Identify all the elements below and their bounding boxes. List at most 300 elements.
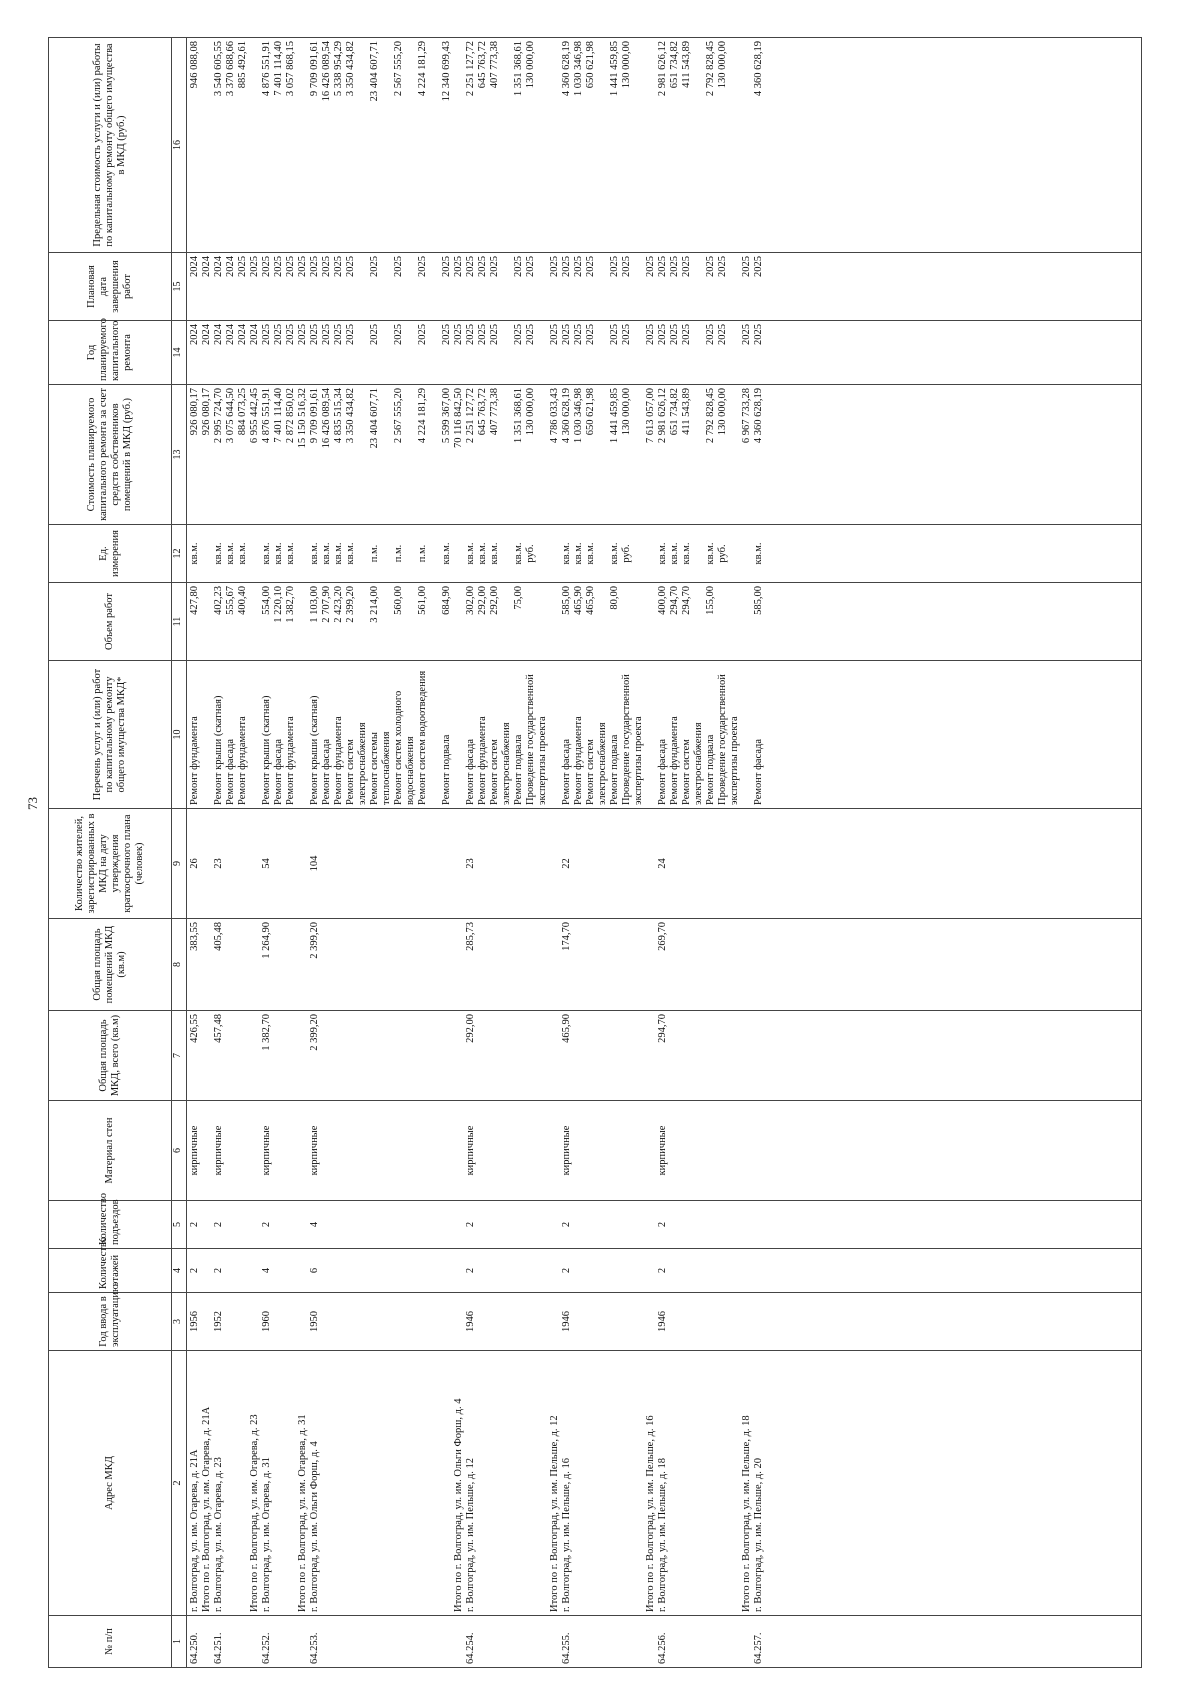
table-row-cell: Ремонт подвала xyxy=(441,734,452,805)
table-row-cell xyxy=(585,1354,609,1612)
table-row-cell: Ремонт фундамента xyxy=(237,716,248,805)
table-row-cell xyxy=(585,1619,609,1664)
table-row-cell: 2025 xyxy=(285,324,296,345)
table-row-cell: 2 xyxy=(213,1267,224,1274)
table-row-cell: 3 370 688,66 xyxy=(225,41,236,97)
column-cell-13 xyxy=(187,385,1142,525)
table-row-cell: 2 399,20 xyxy=(309,1014,320,1051)
table-row-cell: Ремонт систем электроснабжения xyxy=(489,722,513,805)
table-row-cell xyxy=(621,922,645,1007)
table-row-cell: 2 981 626,12 xyxy=(657,388,668,444)
table-row-cell: Итого по г. Волгоград, ул. им. Пельше, д. 16 xyxy=(645,1415,656,1612)
table-row-cell: кв.м. xyxy=(669,542,680,565)
table-row-cell: 1 264,90 xyxy=(261,922,272,959)
table-row-cell xyxy=(285,922,297,1007)
table-row-cell: кв.м. xyxy=(561,542,572,565)
table-row-cell xyxy=(717,1014,741,1097)
table-row-cell xyxy=(273,812,285,915)
table-row-cell xyxy=(585,922,609,1007)
table-row-cell: кв.м. xyxy=(213,542,224,565)
table-row-cell: 64.250. xyxy=(189,1632,200,1664)
table-row-cell xyxy=(297,1252,309,1289)
column-cell-4 xyxy=(187,1249,1142,1293)
table-row-cell: Ремонт подвала xyxy=(705,734,716,805)
table-row-cell: 2025 xyxy=(621,256,632,277)
table-row-cell: 3 350 434,82 xyxy=(345,388,356,444)
table-row-cell xyxy=(669,1252,681,1289)
table-row-cell: 946 088,08 xyxy=(189,41,200,89)
table-row-cell xyxy=(345,922,369,1007)
table-row-cell xyxy=(645,41,657,249)
table-row-cell: Проведение государственной экспертизы проекта xyxy=(525,671,549,805)
table-row-cell: кв.м. xyxy=(573,542,584,565)
column-header-9: Количество жителей, зарегистрированных в МКД на дату утверждения краткосрочного плана (человек) xyxy=(49,809,172,919)
table-row-cell xyxy=(273,1619,285,1664)
table-row-cell xyxy=(225,1204,237,1245)
table-row-cell: 2025 xyxy=(717,256,728,277)
table-row-cell: Ремонт фасада xyxy=(753,738,764,805)
rotated-table-frame xyxy=(48,38,1183,1668)
table-row-cell xyxy=(705,1014,717,1097)
column-number-3: 3 xyxy=(172,1293,187,1351)
table-row-cell xyxy=(237,812,249,915)
table-row-cell xyxy=(705,812,717,915)
table-row-cell: 2025 xyxy=(681,256,692,277)
table-row-cell xyxy=(345,812,369,915)
table-row-cell xyxy=(297,41,309,249)
table-row-cell xyxy=(345,1014,369,1097)
table-row-cell xyxy=(477,922,489,1007)
table-row-cell xyxy=(453,664,465,805)
table-row-cell: 400,00 xyxy=(657,586,668,615)
table-row-cell: 2025 xyxy=(465,256,476,277)
table-row-cell: Ремонт фундамента xyxy=(669,716,680,805)
table-row-cell: 1946 xyxy=(465,1311,476,1332)
table-row-cell xyxy=(681,1296,705,1347)
table-row-cell xyxy=(609,1619,621,1664)
table-row-cell xyxy=(273,922,285,1007)
table-row-cell: 2024 xyxy=(249,324,260,345)
table-row-cell xyxy=(573,922,585,1007)
table-row-cell xyxy=(585,1104,609,1197)
table-row-cell: 2 xyxy=(657,1267,668,1274)
table-row-cell: 402,23 xyxy=(213,586,224,615)
table-row-cell xyxy=(297,922,309,1007)
table-row-cell: 1 103,00 xyxy=(309,586,320,623)
table-row-cell: кв.м. xyxy=(345,542,356,565)
table-row-cell: 1956 xyxy=(189,1311,200,1332)
table-row-cell: кв.м. xyxy=(441,542,452,565)
table-row-cell: 16 426 089,54 xyxy=(321,41,332,102)
column-header-13: Стоимость планируемого капитального ремонта за счет средств собственников помещений в МКД (руб.) xyxy=(49,385,172,525)
table-row-cell: 7 401 114,40 xyxy=(273,41,284,96)
table-row-cell: 4 876 551,91 xyxy=(261,388,272,444)
table-row-cell xyxy=(393,1204,417,1245)
table-row-cell: 2025 xyxy=(489,256,500,277)
table-row-cell: 2025 xyxy=(645,324,656,345)
table-row-cell: 4 360 628,19 xyxy=(561,388,572,444)
table-row-cell xyxy=(513,1296,525,1347)
table-row-cell xyxy=(273,1014,285,1097)
table-row-cell xyxy=(369,1296,393,1347)
table-row-cell xyxy=(453,1296,465,1347)
table-row-cell xyxy=(645,812,657,915)
column-number-11: 11 xyxy=(172,583,187,661)
table-row-cell xyxy=(645,1296,657,1347)
table-row-cell xyxy=(333,1619,345,1664)
table-row-cell xyxy=(717,1104,741,1197)
table-row-cell xyxy=(321,1619,333,1664)
table-row-cell xyxy=(489,1354,513,1612)
table-row-cell xyxy=(369,812,393,915)
table-row-cell xyxy=(477,1014,489,1097)
table-row-cell: 1 351 368,61 xyxy=(513,41,524,97)
table-row-cell: 2024 xyxy=(201,324,212,345)
table-row-cell xyxy=(273,1354,285,1612)
table-row-cell: кв.м. xyxy=(273,542,284,565)
table-row-cell: 292,00 xyxy=(477,586,488,615)
table-row-cell xyxy=(285,1354,297,1612)
table-row-cell xyxy=(477,812,489,915)
table-row-cell: 2 xyxy=(213,1221,224,1228)
table-row-cell: 2025 xyxy=(573,324,584,345)
table-row-cell xyxy=(753,812,765,915)
table-row-cell: 16 426 089,54 xyxy=(321,388,332,449)
column-number-14: 14 xyxy=(172,321,187,385)
table-row-cell xyxy=(741,664,753,805)
table-row-cell: 130 000,00 xyxy=(717,388,728,436)
table-row-cell: 2 xyxy=(561,1221,572,1228)
table-row-cell xyxy=(489,812,513,915)
table-row-cell: 645 763,72 xyxy=(477,41,488,89)
table-row-cell: 294,70 xyxy=(681,586,692,615)
table-row-cell: 4 786 033,43 xyxy=(549,388,560,444)
table-row-cell xyxy=(741,1619,753,1664)
table-row-cell: 15 150 516,32 xyxy=(297,388,308,449)
table-row-cell: 5 599 367,00 xyxy=(441,388,452,444)
table-row-cell xyxy=(417,1296,441,1347)
table-row-cell: г. Волгоград, ул. им. Пельше, д. 18 xyxy=(657,1458,668,1612)
table-row-cell xyxy=(549,1104,561,1197)
table-row-cell: 64.251. xyxy=(213,1632,224,1664)
table-row-cell: 4 360 628,19 xyxy=(753,388,764,444)
table-row-cell: 650 621,98 xyxy=(585,41,596,89)
table-row-cell xyxy=(417,1619,441,1664)
table-row-cell xyxy=(753,922,765,1007)
table-row-cell: 2 xyxy=(189,1267,200,1274)
table-row-cell xyxy=(249,41,261,249)
page-number: 73 xyxy=(25,797,40,810)
table-row-cell xyxy=(717,1354,741,1612)
table-row-cell: 23 404 607,71 xyxy=(369,41,380,102)
table-row-cell: п.м. xyxy=(417,544,428,563)
table-row-cell: 2 251 127,72 xyxy=(465,41,476,97)
table-row-cell xyxy=(201,1104,213,1197)
table-row-cell xyxy=(321,922,333,1007)
column-number-5: 5 xyxy=(172,1201,187,1249)
table-row-cell xyxy=(705,1104,717,1197)
table-row-cell: 650 621,98 xyxy=(585,388,596,436)
table-row-cell: Ремонт фундамента xyxy=(285,716,296,805)
table-row-cell xyxy=(681,1204,705,1245)
table-row-cell xyxy=(741,1204,753,1245)
table-row-cell xyxy=(201,586,213,657)
table-row-cell: 2025 xyxy=(657,256,668,277)
column-number-12: 12 xyxy=(172,525,187,583)
table-row-cell xyxy=(369,1354,393,1612)
table-row-cell xyxy=(345,1619,369,1664)
table-row-cell xyxy=(549,1204,561,1245)
table-row-cell xyxy=(525,1354,549,1612)
table-row-cell xyxy=(645,1619,657,1664)
table-row-cell: 2025 xyxy=(237,256,248,277)
table-row-cell: 885 492,61 xyxy=(237,41,248,89)
column-header-8: Общая площадь помещений МКД (кв.м) xyxy=(49,919,172,1011)
table-row-cell: 4 876 551,91 xyxy=(261,41,272,97)
table-row-cell xyxy=(705,1252,717,1289)
table-row-cell xyxy=(453,812,465,915)
table-row-cell xyxy=(417,812,441,915)
table-row-cell: 292,00 xyxy=(489,586,500,615)
table-row-cell xyxy=(525,922,549,1007)
table-row-cell xyxy=(513,1619,525,1664)
table-row-cell: 9 709 091,61 xyxy=(309,388,320,444)
table-row-cell xyxy=(585,1252,609,1289)
table-row-cell: Ремонт систем электроснабжения xyxy=(345,722,369,805)
table-row-cell: 561,00 xyxy=(417,586,428,615)
table-row-cell xyxy=(441,1104,453,1197)
column-cell-2 xyxy=(187,1351,1142,1616)
column-number-1: 1 xyxy=(172,1616,187,1668)
table-row-cell xyxy=(573,812,585,915)
table-row-cell: Проведение государственной экспертизы проекта xyxy=(621,671,645,805)
column-header-1: № п/п xyxy=(49,1616,172,1668)
table-row-cell: 2025 xyxy=(561,256,572,277)
table-row-cell: 2 251 127,72 xyxy=(465,388,476,444)
table-row-cell: 3 075 644,50 xyxy=(225,388,236,444)
table-row-cell xyxy=(489,1252,513,1289)
column-number-6: 6 xyxy=(172,1101,187,1201)
table-row-cell xyxy=(549,922,561,1007)
table-row-cell xyxy=(645,664,657,805)
table-row-cell: 560,00 xyxy=(393,586,404,615)
table-row-cell: кв.м. xyxy=(681,542,692,565)
table-row-cell: 3 350 434,82 xyxy=(345,41,356,97)
table-row-cell xyxy=(681,1354,705,1612)
table-row-cell: Ремонт систем электроснабжения xyxy=(585,722,609,805)
table-row-cell: 1 030 346,98 xyxy=(573,388,584,444)
table-row-cell: 645 763,72 xyxy=(477,388,488,436)
table-row-cell: 651 734,82 xyxy=(669,388,680,436)
table-row-cell: 2025 xyxy=(477,324,488,345)
table-row-cell: 426,55 xyxy=(189,1014,200,1043)
table-row-cell: 2024 xyxy=(213,324,224,345)
table-row-cell xyxy=(609,922,621,1007)
table-row-cell: Ремонт фасада xyxy=(225,738,236,805)
table-row-cell xyxy=(753,1104,765,1197)
table-row-cell: 2025 xyxy=(273,324,284,345)
table-row-cell xyxy=(549,586,561,657)
table-row-cell: 2025 xyxy=(441,256,452,277)
table-row-cell xyxy=(225,1104,237,1197)
table-row-cell xyxy=(201,1204,213,1245)
table-row-cell: Итого по г. Волгоград, ул. им. Огарева, д. 21А xyxy=(201,1406,212,1612)
table-row-cell xyxy=(621,1252,645,1289)
table-row-cell: 2025 xyxy=(273,256,284,277)
table-row-cell xyxy=(669,1296,681,1347)
table-row-cell: 64.252. xyxy=(261,1632,272,1664)
table-row-cell: 2025 xyxy=(345,256,356,277)
column-header-2: Адрес МКД xyxy=(49,1351,172,1616)
table-row-cell xyxy=(717,1296,741,1347)
table-row-cell xyxy=(669,812,681,915)
table-row-cell: кирпичные xyxy=(189,1125,200,1176)
table-row-cell xyxy=(753,1252,765,1289)
table-row-cell: 2025 xyxy=(609,256,620,277)
table-row-cell xyxy=(525,1619,549,1664)
table-row-cell: кв.м. xyxy=(321,542,332,565)
table-row-cell: 2 xyxy=(465,1221,476,1228)
table-row-cell xyxy=(549,664,561,805)
table-row-cell: 2 423,20 xyxy=(333,586,344,623)
table-row-cell: кв.м. xyxy=(585,542,596,565)
table-row-cell: 1960 xyxy=(261,1311,272,1332)
table-row-cell: 2 567 555,20 xyxy=(393,388,404,444)
table-row-cell xyxy=(297,1296,309,1347)
table-row-cell xyxy=(525,1252,549,1289)
table-row-cell xyxy=(345,1104,369,1197)
table-row-cell: Итого по г. Волгоград, ул. им. Огарева, д. 23 xyxy=(249,1414,260,1612)
table-row-cell: кирпичные xyxy=(657,1125,668,1176)
table-row-cell: 427,80 xyxy=(189,586,200,615)
table-row-cell xyxy=(477,1104,489,1197)
column-header-11: Объем работ xyxy=(49,583,172,661)
table-row-cell xyxy=(333,922,345,1007)
table-row-cell xyxy=(741,1252,753,1289)
table-row-cell: 2 792 828,45 xyxy=(705,41,716,97)
table-row-cell: 405,48 xyxy=(213,922,224,951)
table-row-cell: 75,00 xyxy=(513,586,524,610)
table-row-cell: 64.253. xyxy=(309,1632,320,1664)
table-row-cell: 2025 xyxy=(393,256,404,277)
table-row-cell: руб. xyxy=(525,544,536,563)
table-row-cell xyxy=(237,1014,249,1097)
table-row-cell: кв.м. xyxy=(609,542,620,565)
table-row-cell: 555,67 xyxy=(225,586,236,615)
table-row-cell xyxy=(753,1204,765,1245)
table-row-cell: 2025 xyxy=(309,256,320,277)
table-row-cell xyxy=(225,1354,237,1612)
table-row-cell: 26 xyxy=(189,858,200,869)
column-header-3: Год ввода в эксплуатацию xyxy=(49,1293,172,1351)
table-row-cell xyxy=(645,1014,657,1097)
column-number-row xyxy=(172,38,187,1668)
table-row-cell xyxy=(741,812,753,915)
table-row-cell: г. Волгоград, ул. им. Пельше, д. 20 xyxy=(753,1458,764,1612)
column-header-14: Год планируемого капитального ремонта xyxy=(49,321,172,385)
table-row-cell xyxy=(741,41,753,249)
table-row-cell: кирпичные xyxy=(309,1125,320,1176)
table-row-cell: 2025 xyxy=(513,324,524,345)
table-row-cell: 4 xyxy=(309,1221,320,1228)
table-row-cell xyxy=(549,1252,561,1289)
table-row-cell xyxy=(285,1252,297,1289)
table-row-cell xyxy=(549,1296,561,1347)
table-row-cell: 174,70 xyxy=(561,922,572,951)
table-row-cell xyxy=(441,812,453,915)
table-row-cell: Ремонт фасада xyxy=(657,738,668,805)
table-row-cell: 4 360 628,19 xyxy=(561,41,572,97)
table-row-cell xyxy=(201,1014,213,1097)
table-row-cell xyxy=(273,1104,285,1197)
table-row-cell: 465,90 xyxy=(585,586,596,615)
table-row-cell: 2025 xyxy=(717,324,728,345)
table-row-cell: 7 401 114,40 xyxy=(273,388,284,443)
table-row-cell xyxy=(585,1014,609,1097)
table-row-cell xyxy=(621,1354,645,1612)
table-row-cell xyxy=(525,1104,549,1197)
table-row-cell: 2025 xyxy=(705,256,716,277)
column-cell-3 xyxy=(187,1293,1142,1351)
table-row-cell: 2025 xyxy=(285,256,296,277)
table-row-cell xyxy=(333,1296,345,1347)
table-row-cell: кирпичные xyxy=(213,1125,224,1176)
table-row-cell: 292,00 xyxy=(465,1014,476,1043)
table-row-cell xyxy=(285,1619,297,1664)
table-row-cell: Итого по г. Волгоград, ул. им. Пельше, д. 18 xyxy=(741,1415,752,1612)
table-row-cell xyxy=(621,586,645,657)
table-row-cell: 1 382,70 xyxy=(261,1014,272,1051)
table-row-cell xyxy=(201,41,213,249)
table-row-cell xyxy=(321,1104,333,1197)
table-row-cell xyxy=(393,812,417,915)
table-row-cell: 64.256. xyxy=(657,1632,668,1664)
table-row-cell xyxy=(297,1619,309,1664)
table-row-cell: кв.м. xyxy=(753,542,764,565)
table-row-cell: кв.м. xyxy=(477,542,488,565)
table-row-cell xyxy=(297,812,309,915)
table-row-cell xyxy=(297,1014,309,1097)
table-row-cell: 7 613 057,00 xyxy=(645,388,656,444)
table-row-cell xyxy=(297,586,309,657)
table-row-cell: 130 000,00 xyxy=(525,41,536,89)
column-number-8: 8 xyxy=(172,919,187,1011)
table-row-cell: 2 707,90 xyxy=(321,586,332,623)
table-row-cell: 400,40 xyxy=(237,586,248,615)
table-row-cell xyxy=(345,1296,369,1347)
table-row-cell: 2 792 828,45 xyxy=(705,388,716,444)
table-row-cell xyxy=(669,1619,681,1664)
table-row-cell xyxy=(669,1354,681,1612)
table-row-cell: 1946 xyxy=(561,1311,572,1332)
table-row-cell xyxy=(573,1104,585,1197)
table-row-cell: 12 340 699,43 xyxy=(441,41,452,102)
table-row-cell: 2025 xyxy=(657,324,668,345)
table-row-cell xyxy=(573,1354,585,1612)
table-row-cell: Ремонт фундамента xyxy=(477,716,488,805)
table-row-cell: кирпичные xyxy=(465,1125,476,1176)
table-row-cell: Проведение государственной экспертизы проекта xyxy=(717,671,741,805)
table-row-cell xyxy=(477,1354,489,1612)
table-row-cell xyxy=(237,1104,249,1197)
table-row-cell xyxy=(333,1354,345,1612)
table-row-cell xyxy=(669,922,681,1007)
table-row-cell: 465,90 xyxy=(561,1014,572,1043)
table-row-cell: 24 xyxy=(657,858,668,869)
table-row-cell: Ремонт фундамента xyxy=(573,716,584,805)
table-row-cell xyxy=(369,1252,393,1289)
table-row-cell xyxy=(297,528,309,579)
